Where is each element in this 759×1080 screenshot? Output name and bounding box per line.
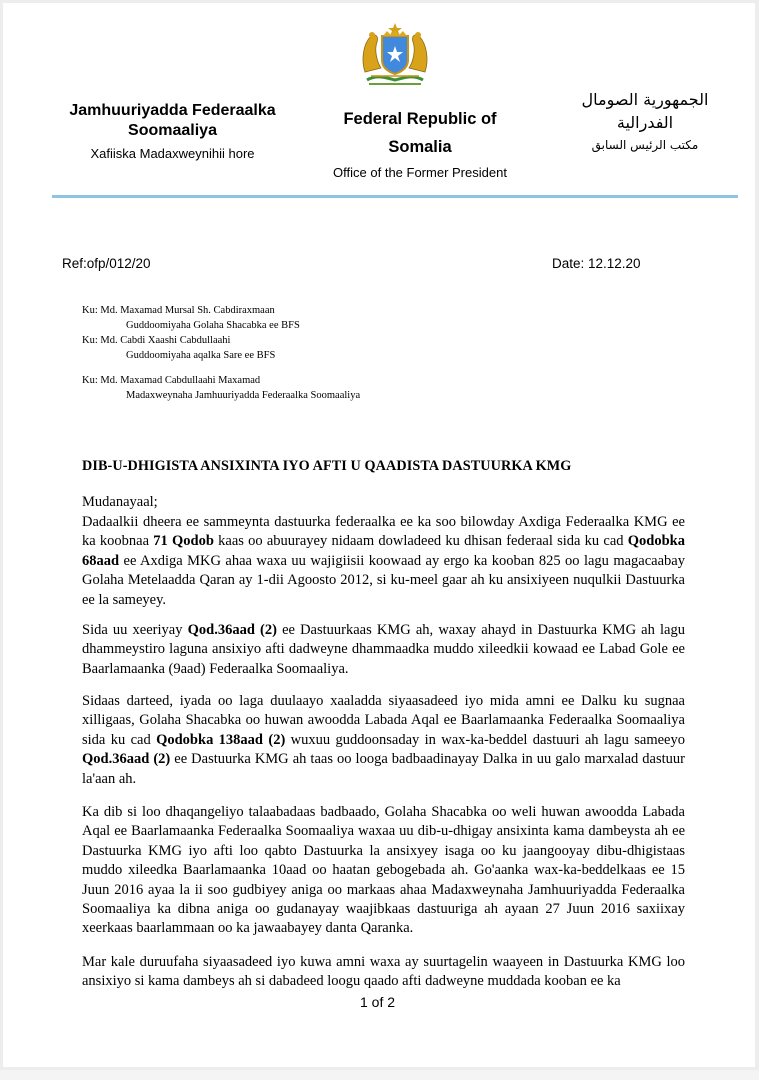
paragraph-2 bbox=[82, 621, 685, 679]
letter-subject: DIB-U-DHIGISTA ANSIXINTA IYO AFTI U QAADISTA DASTUURKA KMG bbox=[82, 458, 572, 474]
text-run: kaas oo abuurayey nidaam dowladeed ku dhisan federaal sida ku cad bbox=[213, 533, 628, 550]
english-office-name: Office of the Former President bbox=[333, 165, 507, 180]
bold-run: Qodobka 68aad bbox=[82, 533, 685, 569]
text-run: ee Axdiga MKG ahaa waxa uu wajigiisii koowaad ay ergo ka kooban 825 oo lagu magacaabay Golaha Metelaadda Qaran ay 1-dii Agoosto 2012, si ku-meel gaar ah ku ansixiyeen nuqulkii Dastuurka ee la sameyey. bbox=[82, 552, 685, 608]
header-divider bbox=[52, 195, 738, 198]
recipient-block bbox=[82, 373, 360, 403]
paragraph-3 bbox=[82, 692, 685, 789]
bold-run: Qodobka 138aad (2) bbox=[156, 731, 286, 748]
english-republic-name-line2: Somalia bbox=[388, 138, 452, 156]
bold-run: 71 Qodob bbox=[153, 533, 214, 550]
text-run: Dadaalkii dheera ee sammeynta dastuurka federaalka ee ka soo bilowday Axdiga Federaalka KMG ee ka koobnaa bbox=[82, 514, 685, 550]
arabic-republic-name-line2: الفدرالية bbox=[616, 113, 674, 132]
salutation: Mudanayaal; bbox=[82, 494, 158, 510]
recipient-name: Ku: Md. Maxamad Cabdullaahi Maxamad bbox=[82, 375, 261, 386]
recipient-title: Guddoomiyaha aqalka Sare ee BFS bbox=[126, 350, 276, 361]
bold-run: Qod.36aad (2) bbox=[187, 622, 277, 638]
text-run: ee Dastuurkaas KMG ah, waxay ahayd in Dastuurka KMG ah lagu dhammeystiro laguna ansixiyo afti dadweyne dhammaadka muddo xileedkii kowaad ee Labad Gole ee Baarlamaanka (9aad) Federaalka Soomaaliya. bbox=[82, 622, 685, 677]
paragraph-5-text: Mar kale duruufaha siyaasadeed iyo kuwa amni waxa ay suurtagelin waayeen in Dastuurka KMG loo ansixiyo si kama dambeys ah si dabadeed loogu qaado afti dadweyne muddada kooban ee ka bbox=[82, 954, 685, 990]
letter-date: Date: 12.12.20 bbox=[552, 256, 641, 271]
text-run: ee Dastuurka KMG ah taas oo looga badbaadinayay Dalka in uu galo marxalad dastuur la'aan ah. bbox=[82, 751, 685, 787]
recipient-block bbox=[82, 303, 300, 363]
paragraph-4 bbox=[82, 803, 685, 939]
text-run: wuxuu guddoonsaday in wax-ka-beddel dastuuri ah lagu sameeyo bbox=[285, 731, 685, 748]
text-run: Sidaas darteed, iyada oo laga duulaayo xaaladda siyaasadeed iyo mida amni ee Dalku ku sugnaa xilligaas, Golaha Shacabka oo huwan awoodda Labada Aqal ee Baarlamaanka Federaalka Soomaaliya sida ku cad bbox=[82, 693, 685, 748]
arabic-office-name: مكتب الرئيس السابق bbox=[591, 138, 699, 152]
english-republic-name-line1: Federal Republic of bbox=[343, 110, 497, 128]
header-left bbox=[60, 101, 285, 163]
paragraph-5 bbox=[82, 953, 685, 992]
recipient-title: Guddoomiyaha Golaha Shacabka ee BFS bbox=[126, 320, 300, 331]
header-center bbox=[320, 105, 520, 182]
somali-republic-name: Jamhuuriyadda Federaalka Soomaaliya bbox=[69, 102, 276, 139]
header-right bbox=[560, 88, 730, 154]
paragraph-4-text: Ka dib si loo dhaqangeliyo talaabadaas badbaado, Golaha Shacabka oo weli huwan awoodda Labada Aqal ee Baarlamaanka Federaalka Soomaaliya waxaa uu dib-u-dhigay ansixinta kama dambeysta ah ee Dastuurka KMG iyo afti loo qabto Dastuurka la ansixyey isaga oo ku jaangooyay dibu-dhigistaas muddo xileedka Baarlamaanka 10aad oo haatan gebogebada ah. Go'aanka wax-ka-beddelkaas ee 15 Juun 2016 ayaa la ii soo gudbiyey aniga oo markaas ahaa Madaxweynaha Jamhuuriyadda Federaalka Soomaaliya ka dibna aniga oo gudanayay waajibkaas dastuuriga ah ayaan 27 Juun 2016 saxiixay xeerkaas baarlammaan oo ka jawaabayey danta Qaranka. bbox=[82, 804, 685, 937]
somali-office-name: Xafiiska Madaxweynihii hore bbox=[90, 146, 255, 161]
recipient-name: Ku: Md. Maxamad Mursal Sh. Cabdiraxmaan bbox=[82, 305, 275, 316]
arabic-republic-name-line1: الجمهورية الصومال bbox=[581, 90, 709, 109]
somalia-coat-of-arms-icon bbox=[357, 22, 433, 88]
recipient-name: Ku: Md. Cabdi Xaashi Cabdullaahi bbox=[82, 335, 231, 346]
viewer-bottom-strip bbox=[0, 1070, 759, 1080]
reference-number: Ref:ofp/012/20 bbox=[62, 256, 151, 271]
page-number: 1 of 2 bbox=[360, 994, 396, 1010]
text-run: Sida uu xeeriyay bbox=[82, 622, 188, 638]
paragraph-1 bbox=[82, 513, 685, 610]
bold-run: Qod.36aad (2) bbox=[82, 751, 171, 768]
recipient-title: Madaxweynaha Jamhuuriyadda Federaalka Soomaaliya bbox=[126, 390, 361, 401]
